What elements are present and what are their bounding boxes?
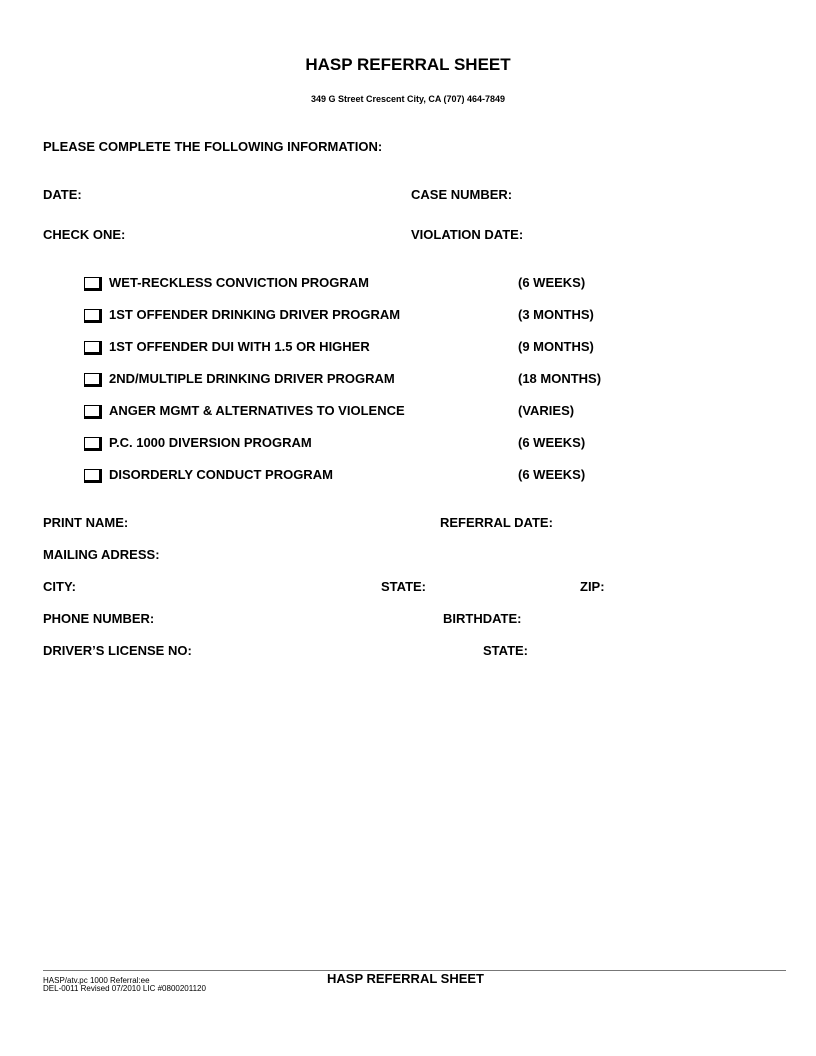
referral-date-field[interactable]: REFERRAL DATE: [440,515,553,530]
program-checkbox[interactable] [84,373,102,387]
state-field[interactable]: STATE: [381,579,427,594]
city-field[interactable]: CITY: [43,579,76,594]
case-number-field[interactable]: CASE NUMBER: [411,187,513,202]
program-duration: (VARIES) [518,403,575,418]
instructions: PLEASE COMPLETE THE FOLLOWING INFORMATION: [43,139,383,154]
program-label: 1ST OFFENDER DRINKING DRIVER PROGRAM [109,307,401,322]
program-label: DISORDERLY CONDUCT PROGRAM [109,467,333,482]
footer-line1: HASP/atv.pc 1000 Referral:ee [43,976,150,985]
program-checkbox[interactable] [84,341,102,355]
mailing-address-field[interactable]: MAILING ADRESS: [43,547,160,562]
program-checkbox[interactable] [84,277,102,291]
program-duration: (3 MONTHS) [518,307,594,322]
program-label: P.C. 1000 DIVERSION PROGRAM [109,435,312,450]
program-duration: (18 MONTHS) [518,371,602,386]
program-duration: (6 WEEKS) [518,275,586,290]
program-checkbox[interactable] [84,309,102,323]
program-label: 1ST OFFENDER DUI WITH 1.5 OR HIGHER [109,339,370,354]
check-one-label: CHECK ONE: [43,227,126,242]
program-checkbox[interactable] [84,469,102,483]
address: 349 G Street Crescent City, CA (707) 464-7849 [310,94,506,104]
program-duration: (6 WEEKS) [518,435,586,450]
zip-field[interactable]: ZIP: [580,579,605,594]
violation-date-field[interactable]: VIOLATION DATE: [411,227,524,242]
program-checkbox[interactable] [84,405,102,419]
program-duration: (9 MONTHS) [518,339,594,354]
program-label: ANGER MGMT & ALTERNATIVES TO VIOLENCE [109,403,405,418]
license-field[interactable]: DRIVER’S LICENSE NO: [43,643,192,658]
birthdate-field[interactable]: BIRTHDATE: [443,611,522,626]
program-label: 2ND/MULTIPLE DRINKING DRIVER PROGRAM [109,371,395,386]
program-duration: (6 WEEKS) [518,467,586,482]
program-checkbox[interactable] [84,437,102,451]
footer-line2: DEL-0011 Revised 07/2010 LIC #0800201120 [43,984,206,993]
page-title: HASP REFERRAL SHEET [305,55,511,74]
phone-field[interactable]: PHONE NUMBER: [43,611,155,626]
date-field[interactable]: DATE: [43,187,82,202]
license-state-field[interactable]: STATE: [483,643,529,658]
print-name-field[interactable]: PRINT NAME: [43,515,129,530]
footer-title: HASP REFERRAL SHEET [327,971,484,986]
program-label: WET-RECKLESS CONVICTION PROGRAM [109,275,370,290]
